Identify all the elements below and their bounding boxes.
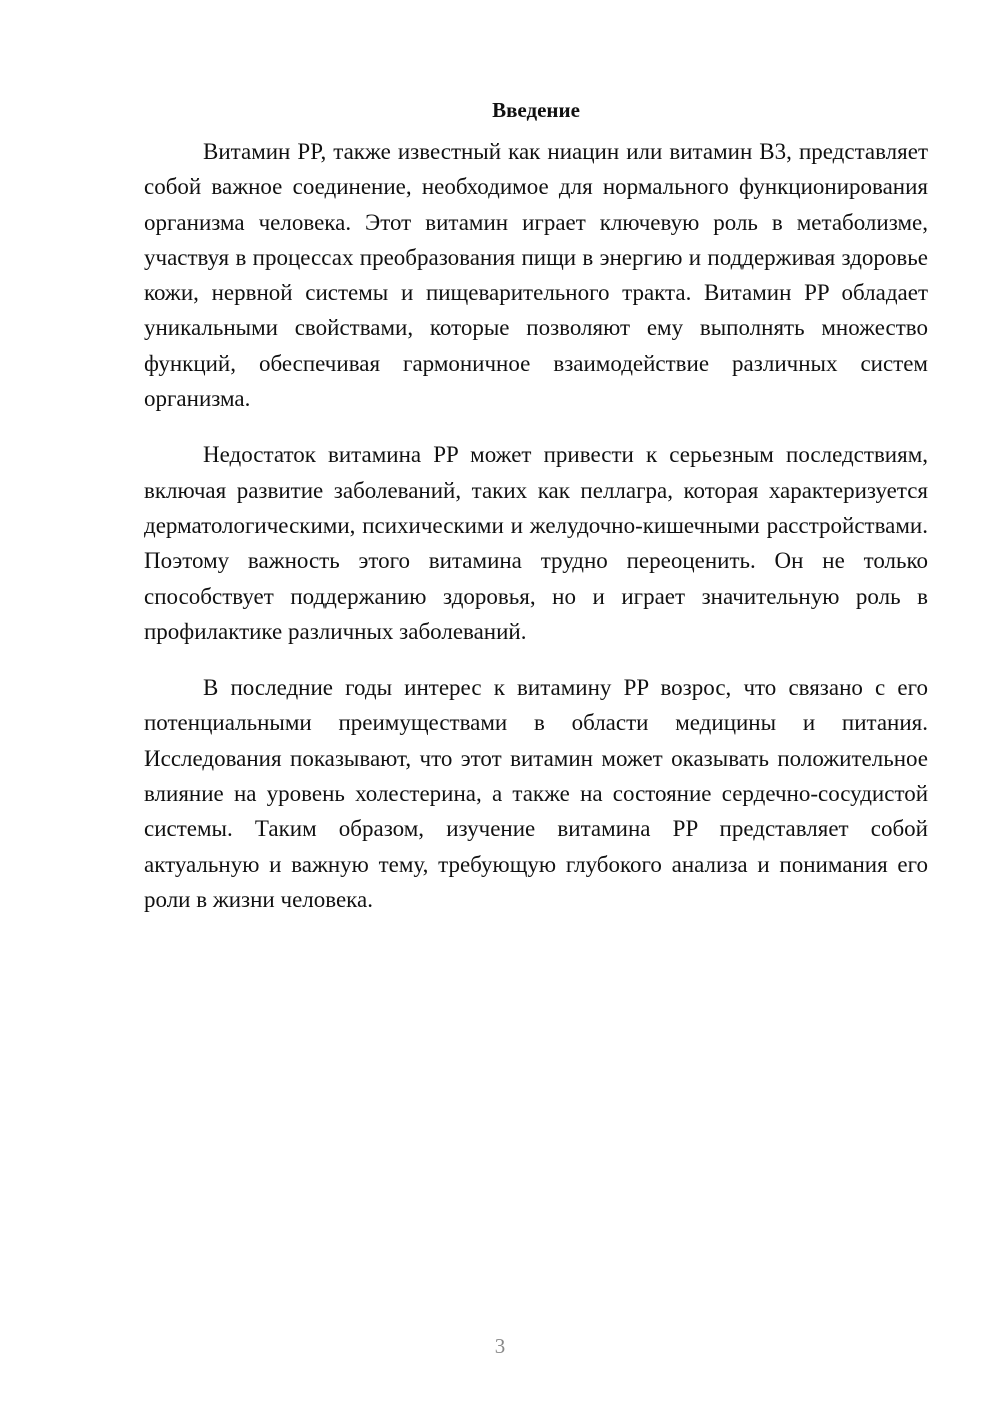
paragraph-2: Недостаток витамина PP может привести к серьезным последствиям, включая развитие заболеваний, таких как пеллагра, которая характеризуется дерматологическими, психическими и желудочно-кишечными расстройствами. Поэтому важность этого витамина трудно переоценить. Он не только способствует поддержанию здоровья, но и играет значительную роль в профилактике различных заболеваний. [144,442,928,644]
section-heading: Введение [492,98,580,122]
page-number: 3 [494,1334,506,1358]
page-content [144,94,928,938]
paragraph-1: Витамин PP, также известный как ниацин или витамин B3, представляет собой важное соединение, необходимое для нормального функционирования организма человека. Этот витамин играет ключевую роль в метаболизме, участвуя в процессах преобразования пищи в энергию и поддерживая здоровье кожи, нервной системы и пищеварительного тракта. Витамин PP обладает уникальными свойствами, которые позволяют ему выполнять множество функций, обеспечивая гармоничное взаимодействие различных систем организма. [144,139,928,412]
paragraph-3: В последние годы интерес к витамину PP возрос, что связано с его потенциальными преимуществами в области медицины и питания. Исследования показывают, что этот витамин может оказывать положительное влияние на уровень холестерина, а также на состояние сердечно-сосудистой системы. Таким образом, изучение витамина PP представляет собой актуальную и важную тему, требующую глубокого анализа и понимания его роли в жизни человека. [144,675,928,912]
